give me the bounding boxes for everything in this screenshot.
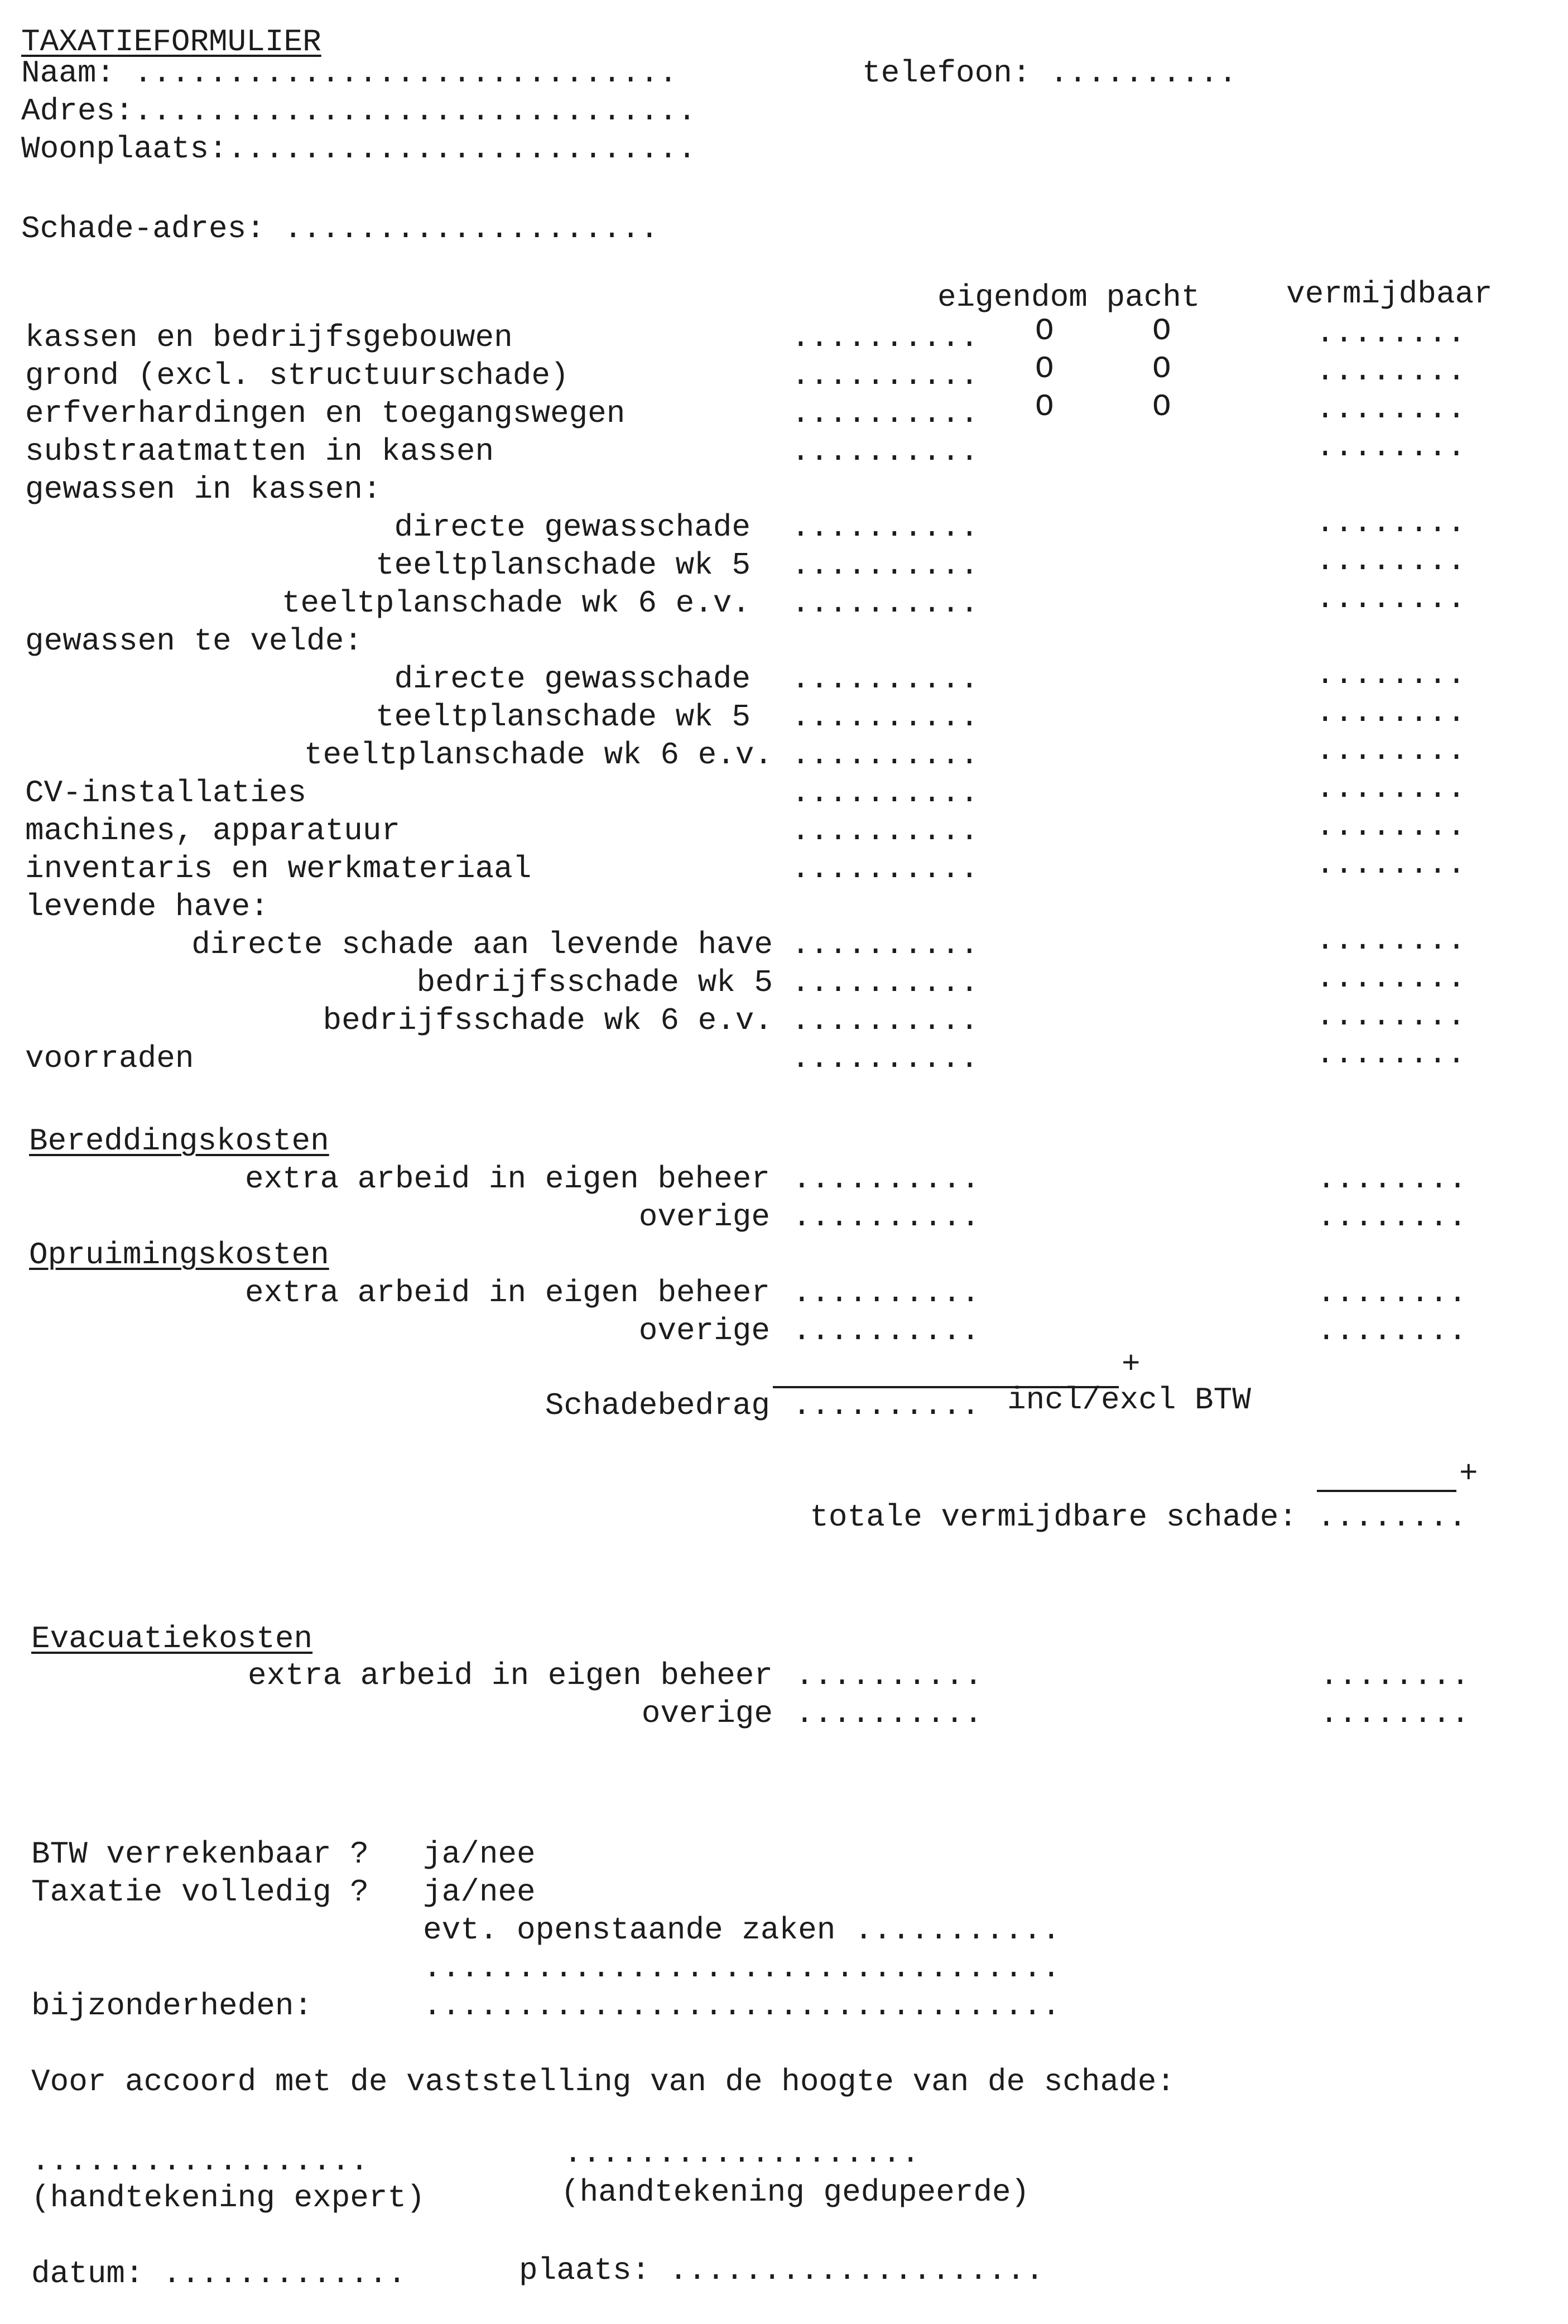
row-value-dots: .......... bbox=[791, 1041, 979, 1076]
signature-gedupeerde-line: ................... bbox=[564, 2135, 920, 2171]
akkoord-statement: Voor accoord met de vaststelling van de hoogte van de schade: bbox=[31, 2064, 1175, 2100]
plaats-field: plaats: .................... bbox=[519, 2253, 1044, 2288]
row-label: teeltplanschade wk 5 bbox=[375, 699, 751, 735]
row-label: voorraden bbox=[25, 1041, 194, 1076]
opruimingskosten-extra-arbeid-vermijdbaar: ........ bbox=[1317, 1275, 1467, 1311]
row-value-dots: .......... bbox=[791, 320, 979, 355]
row-label: teeltplanschade wk 5 bbox=[375, 547, 751, 583]
eigendom-checkbox: O bbox=[1035, 313, 1054, 349]
row-label: directe gewasschade bbox=[394, 661, 751, 697]
row-label: directe gewasschade bbox=[394, 509, 751, 545]
woonplaats-field: Woonplaats:......................... bbox=[21, 131, 696, 167]
btw-indicator: incl/excl BTW bbox=[1007, 1382, 1251, 1418]
totale-vermijdbare-schade-value: ........ bbox=[1317, 1499, 1467, 1535]
row-value-dots: .......... bbox=[791, 661, 979, 697]
bereddingskosten-extra-arbeid-value: .......... bbox=[792, 1161, 980, 1197]
row-vermijdbaar-dots: ........ bbox=[1316, 998, 1466, 1034]
row-vermijdbaar-dots: ........ bbox=[1316, 809, 1466, 844]
row-value-dots: .......... bbox=[791, 699, 979, 735]
row-value-dots: .......... bbox=[791, 965, 979, 1000]
opruimingskosten-extra-arbeid-label: extra arbeid in eigen beheer bbox=[245, 1275, 770, 1311]
row-label: bedrijfsschade wk 6 e.v. bbox=[323, 1003, 773, 1038]
evacuatiekosten-extra-arbeid-label: extra arbeid in eigen beheer bbox=[248, 1658, 773, 1693]
naam-field: Naam: ............................. bbox=[21, 55, 678, 91]
row-vermijdbaar-dots: ........ bbox=[1316, 695, 1466, 730]
signature-gedupeerde-caption: (handtekening gedupeerde) bbox=[561, 2174, 1030, 2210]
row-vermijdbaar-dots: ........ bbox=[1316, 1036, 1466, 1072]
row-value-dots: .......... bbox=[791, 585, 979, 621]
pacht-checkbox: O bbox=[1152, 351, 1171, 387]
row-label: CV-installaties bbox=[25, 775, 307, 811]
openstaande-zaken-continuation: .................................. bbox=[423, 1950, 1061, 1986]
row-vermijdbaar-dots: ........ bbox=[1316, 771, 1466, 806]
row-vermijdbaar-dots: ........ bbox=[1316, 657, 1466, 692]
schadebedrag-label: Schadebedrag bbox=[545, 1388, 770, 1423]
row-vermijdbaar-dots: ........ bbox=[1316, 391, 1466, 427]
vermijdbaar-subtotal-rule bbox=[1317, 1490, 1456, 1492]
row-label: gewassen te velde: bbox=[25, 623, 363, 659]
pacht-checkbox: O bbox=[1152, 389, 1171, 425]
bereddingskosten-overige-vermijdbaar: ........ bbox=[1317, 1199, 1467, 1235]
evacuatiekosten-extra-arbeid-value: .......... bbox=[795, 1658, 983, 1693]
evacuatiekosten-overige-label: overige bbox=[641, 1696, 773, 1731]
row-label: levende have: bbox=[25, 889, 269, 925]
row-label: inventaris en werkmateriaal bbox=[25, 851, 532, 887]
bijzonderheden-label: bijzonderheden: bbox=[31, 1988, 313, 2024]
row-value-dots: .......... bbox=[791, 1003, 979, 1038]
row-vermijdbaar-dots: ........ bbox=[1316, 581, 1466, 617]
row-value-dots: .......... bbox=[791, 434, 979, 469]
row-label: grond (excl. structuurschade) bbox=[25, 358, 569, 393]
pacht-checkbox: O bbox=[1152, 313, 1171, 349]
eigendom-checkbox: O bbox=[1035, 389, 1054, 425]
taxatie-volledig-value: ja/nee bbox=[423, 1874, 536, 1910]
row-vermijdbaar-dots: ........ bbox=[1316, 315, 1466, 351]
signature-expert-line: .................. bbox=[31, 2143, 369, 2179]
row-vermijdbaar-dots: ........ bbox=[1316, 960, 1466, 996]
opruimingskosten-title: Opruimingskosten bbox=[29, 1237, 329, 1273]
row-value-dots: .......... bbox=[791, 775, 979, 811]
adres-field: Adres:.............................. bbox=[21, 93, 696, 129]
row-value-dots: .......... bbox=[791, 927, 979, 963]
row-label: gewassen in kassen: bbox=[25, 471, 382, 507]
row-vermijdbaar-dots: ........ bbox=[1316, 846, 1466, 882]
btw-verrekenbaar-value: ja/nee bbox=[423, 1836, 536, 1872]
row-value-dots: .......... bbox=[791, 851, 979, 887]
evacuatiekosten-overige-vermijdbaar: ........ bbox=[1320, 1696, 1470, 1731]
row-value-dots: .......... bbox=[791, 396, 979, 431]
bijzonderheden-field: .................................. bbox=[423, 1988, 1061, 2024]
row-value-dots: .......... bbox=[791, 358, 979, 393]
bereddingskosten-overige-label: overige bbox=[638, 1199, 770, 1235]
vermijdbaar-plus-sign: + bbox=[1459, 1456, 1478, 1491]
btw-verrekenbaar-label: BTW verrekenbaar ? bbox=[31, 1836, 369, 1872]
row-vermijdbaar-dots: ........ bbox=[1316, 429, 1466, 465]
row-vermijdbaar-dots: ........ bbox=[1316, 505, 1466, 541]
row-value-dots: .......... bbox=[791, 737, 979, 773]
form-title: TAXATIEFORMULIER bbox=[21, 24, 321, 60]
bereddingskosten-overige-value: .......... bbox=[792, 1199, 980, 1235]
row-label: bedrijfsschade wk 5 bbox=[416, 965, 773, 1000]
evacuatiekosten-title: Evacuatiekosten bbox=[31, 1621, 313, 1657]
bereddingskosten-title: Bereddingskosten bbox=[29, 1123, 329, 1159]
row-vermijdbaar-dots: ........ bbox=[1316, 543, 1466, 579]
schade-adres-field: Schade-adres: .................... bbox=[21, 211, 659, 247]
openstaande-zaken-field: evt. openstaande zaken ........... bbox=[423, 1912, 1061, 1948]
opruimingskosten-extra-arbeid-value: .......... bbox=[792, 1275, 980, 1311]
bereddingskosten-extra-arbeid-label: extra arbeid in eigen beheer bbox=[245, 1161, 770, 1197]
bereddingskosten-extra-arbeid-vermijdbaar: ........ bbox=[1317, 1161, 1467, 1197]
row-value-dots: .......... bbox=[791, 813, 979, 849]
eigendom-checkbox: O bbox=[1035, 351, 1054, 387]
row-vermijdbaar-dots: ........ bbox=[1316, 353, 1466, 389]
evacuatiekosten-overige-value: .......... bbox=[795, 1696, 983, 1731]
row-value-dots: .......... bbox=[791, 547, 979, 583]
schadebedrag-value: .......... bbox=[792, 1388, 980, 1423]
row-label: kassen en bedrijfsgebouwen bbox=[25, 320, 513, 355]
opruimingskosten-overige-vermijdbaar: ........ bbox=[1317, 1313, 1467, 1349]
subtotal-plus-sign: + bbox=[1122, 1346, 1141, 1382]
telefoon-field: telefoon: .......... bbox=[862, 55, 1238, 91]
row-vermijdbaar-dots: ........ bbox=[1316, 922, 1466, 958]
row-label: erfverhardingen en toegangswegen bbox=[25, 396, 626, 431]
row-vermijdbaar-dots: ........ bbox=[1316, 733, 1466, 768]
row-label: directe schade aan levende have bbox=[191, 927, 773, 963]
totale-vermijdbare-schade-label: totale vermijdbare schade: bbox=[810, 1499, 1297, 1535]
signature-expert-caption: (handtekening expert) bbox=[31, 2180, 425, 2216]
row-label: substraatmatten in kassen bbox=[25, 434, 494, 469]
opruimingskosten-overige-label: overige bbox=[638, 1313, 770, 1349]
row-label: machines, apparatuur bbox=[25, 813, 401, 849]
datum-field: datum: ............. bbox=[31, 2256, 407, 2292]
row-label: teeltplanschade wk 6 e.v. bbox=[281, 585, 751, 621]
column-header-eigendom-pacht: eigendom pacht bbox=[937, 280, 1200, 315]
row-value-dots: .......... bbox=[791, 509, 979, 545]
column-header-vermijdbaar: vermijdbaar bbox=[1286, 276, 1493, 312]
taxatie-volledig-label: Taxatie volledig ? bbox=[31, 1874, 369, 1910]
opruimingskosten-overige-value: .......... bbox=[792, 1313, 980, 1349]
evacuatiekosten-extra-arbeid-vermijdbaar: ........ bbox=[1320, 1658, 1470, 1693]
row-label: teeltplanschade wk 6 e.v. bbox=[304, 737, 773, 773]
